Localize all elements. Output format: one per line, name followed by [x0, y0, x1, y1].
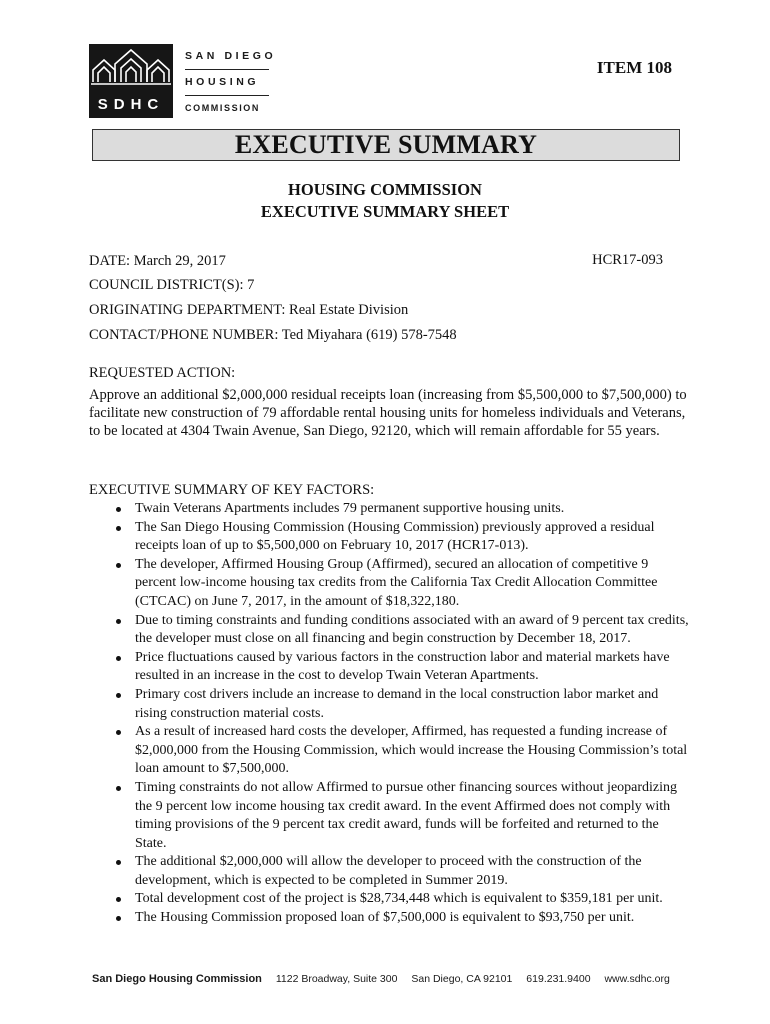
logo-line-san-diego: SAN DIEGO [185, 50, 277, 62]
subtitle-sheet: EXECUTIVE SUMMARY SHEET [260, 202, 510, 221]
list-item: Primary cost drivers include an increase to demand in the local construction labor market and rising construction material costs. [89, 686, 689, 723]
logo-letters: SDHC [97, 96, 165, 113]
logo-divider [185, 95, 269, 96]
contact-field: CONTACT/PHONE NUMBER: Ted Miyahara (619) 578-7548 [89, 327, 457, 343]
footer-organization: San Diego Housing Commission [92, 973, 262, 985]
item-number: ITEM 108 [596, 58, 672, 77]
list-item: Price fluctuations caused by various factors in the construction labor and material markets have resulted in an increase in the cost to develop Twain Veteran Apartments. [89, 649, 689, 686]
list-item: The developer, Affirmed Housing Group (Affirmed), secured an allocation of competitive 9 percent low-income housing tax credits from the California Tax Credit Allocation Committee (CTCAC) on June 7, 2017, in the amount of $18,322,180. [89, 556, 689, 612]
list-item: The Housing Commission proposed loan of $7,500,000 is equivalent to $93,750 per unit. [89, 909, 689, 928]
list-item: The San Diego Housing Commission (Housing Commission) previously approved a residual receipts loan of up to $5,500,000 on February 10, 2017 (HCR17-013). [89, 519, 689, 556]
list-item: The additional $2,000,000 will allow the developer to proceed with the construction of the development, which is expected to be completed in Summer 2019. [89, 853, 689, 890]
list-item: As a result of increased hard costs the developer, Affirmed, has requested a funding increase of $2,000,000 from the Housing Commission, which would increase the Housing Commission’s total loan amount to $7,500,000. [89, 723, 689, 779]
list-item: Total development cost of the project is $28,734,448 which is equivalent to $359,181 per unit. [89, 890, 689, 909]
list-item: Due to timing constraints and funding conditions associated with an award of 9 percent tax credits, the developer must close on all financing and begin construction by December 18, 2017. [89, 612, 689, 649]
sdhc-logo [89, 44, 275, 122]
report-number: HCR17-093 [592, 252, 663, 268]
logo-mark [89, 44, 173, 118]
list-item: Timing constraints do not allow Affirmed to pursue other financing sources without jeopardizing the 9 percent low income housing tax credit award. In the event Affirmed does not comply with timing provisions of the 9 percent tax credit award, funds will be forfeited and returned to the State. [89, 779, 689, 853]
date-field: DATE: March 29, 2017 [89, 253, 226, 269]
requested-action-heading: REQUESTED ACTION: [89, 365, 236, 381]
originating-department-field: ORIGINATING DEPARTMENT: Real Estate Division [89, 302, 409, 318]
list-item: Twain Veterans Apartments includes 79 permanent supportive housing units. [89, 500, 689, 519]
logo-line-commission: COMMISSION [185, 103, 261, 113]
houses-icon [89, 44, 173, 96]
logo-divider [185, 69, 269, 70]
footer-street: 1122 Broadway, Suite 300 [275, 973, 398, 985]
footer-city: San Diego, CA 92101 [411, 973, 513, 985]
logo-line-housing: HOUSING [185, 76, 260, 88]
key-factors-list [89, 500, 689, 928]
executive-summary-banner: EXECUTIVE SUMMARY [92, 129, 680, 161]
subtitle-commission: HOUSING COMMISSION [288, 180, 482, 199]
key-factors-heading: EXECUTIVE SUMMARY OF KEY FACTORS: [89, 482, 375, 498]
footer-website: www.sdhc.org [604, 973, 670, 985]
requested-action-text: Approve an additional $2,000,000 residual receipts loan (increasing from $5,500,000 to $7,500,000) to facilitate new construction of 79 affordable rental housing units for homeless individuals and Veterans, to be located at 4304 Twain Avenue, San Diego, 92120, which will remain affordable for 55 years. [89, 387, 687, 439]
logo-wordmark [185, 49, 277, 121]
footer-phone: 619.231.9400 [526, 973, 591, 985]
council-district-field: COUNCIL DISTRICT(S): 7 [89, 277, 255, 293]
page-footer [92, 973, 692, 985]
